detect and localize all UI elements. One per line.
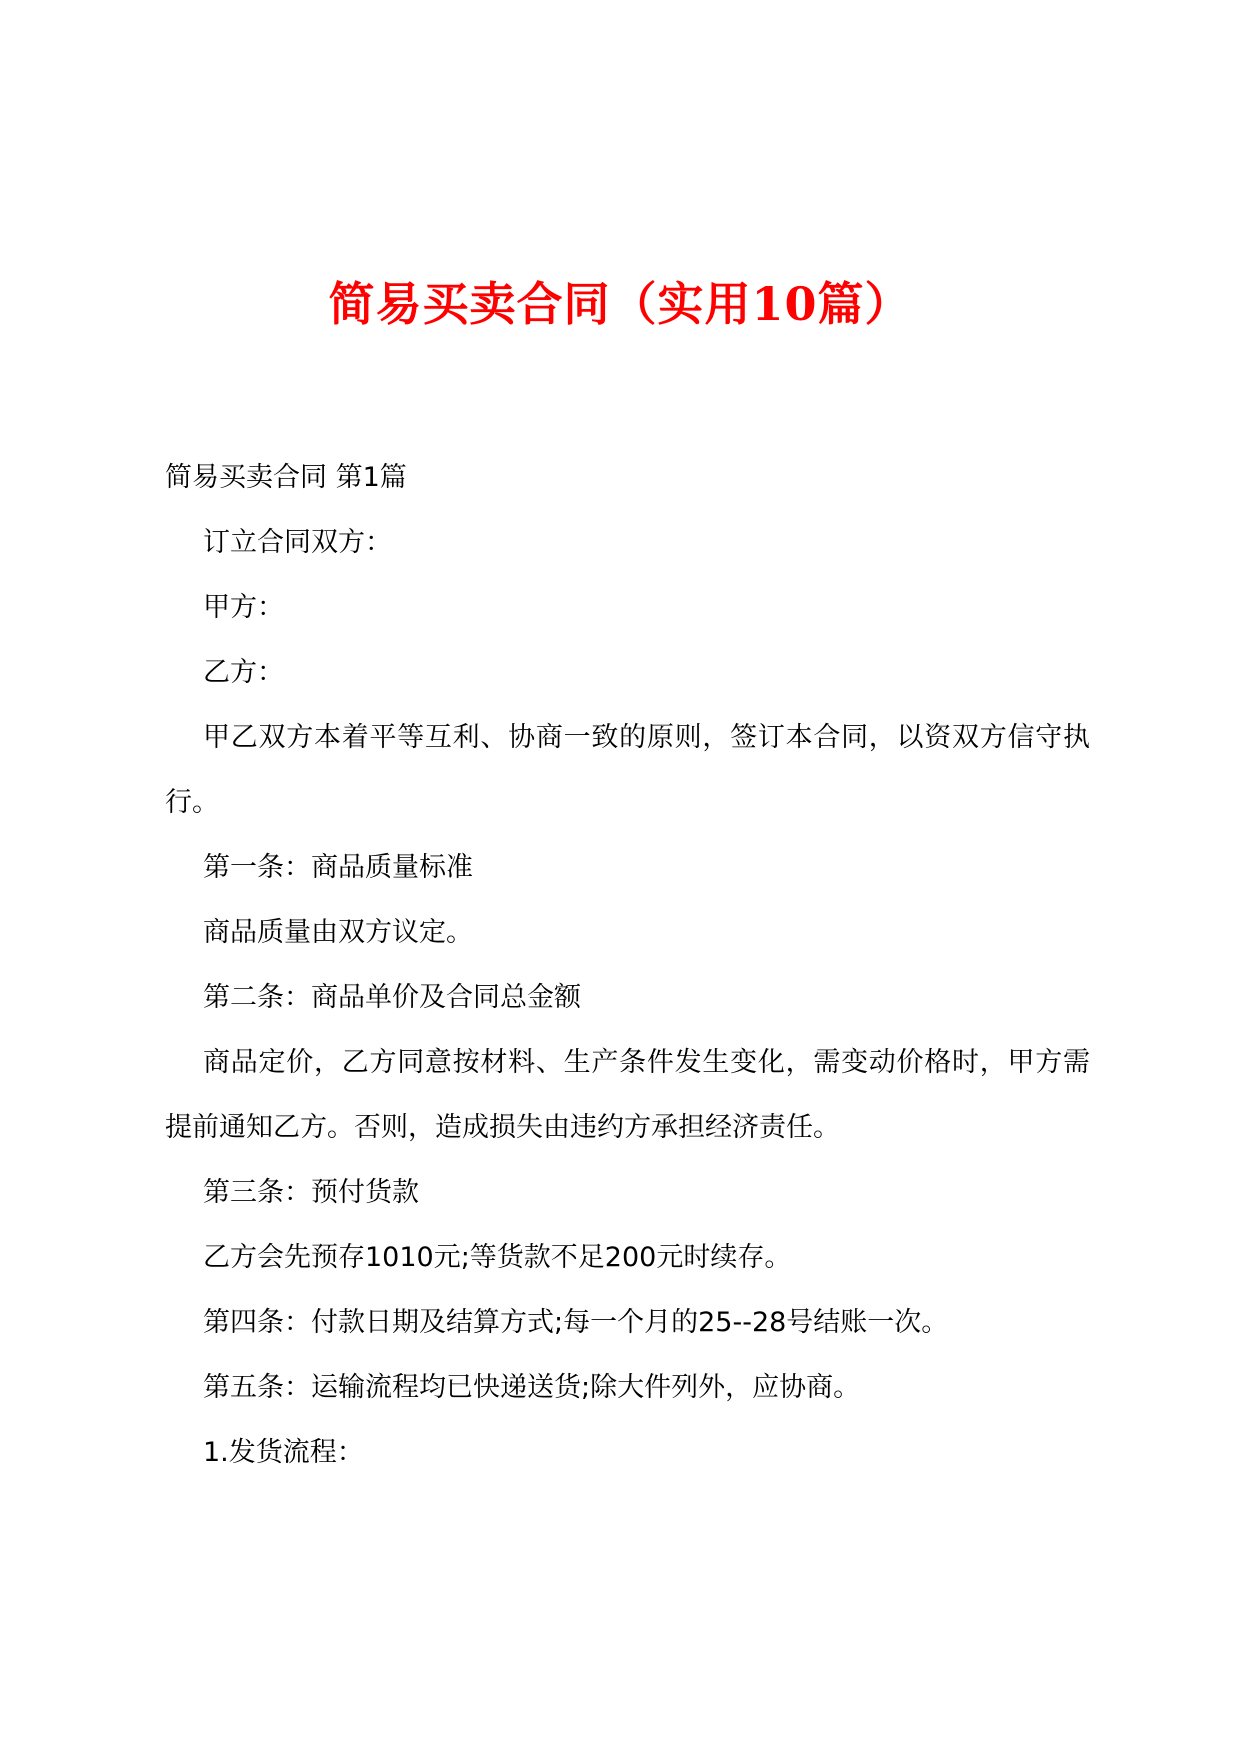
paragraph-party-a: 甲方：: [203, 592, 284, 623]
clause-1-heading: 第一条：商品质量标准: [203, 852, 473, 883]
shipping-process-heading: 1.发货流程：: [203, 1437, 364, 1468]
section-heading: 简易买卖合同 第1篇: [165, 462, 407, 493]
paragraph-parties: 订立合同双方：: [203, 527, 392, 558]
clause-2-heading: 第二条：商品单价及合同总金额: [203, 982, 581, 1013]
clause-3-heading: 第三条：预付货款: [203, 1177, 419, 1208]
paragraph-party-b: 乙方：: [203, 657, 284, 688]
clause-2-body: 商品定价，乙方同意按材料、生产条件发生变化，需变动价格时，甲方需提前通知乙方。否则，造成损失由违约方承担经济责任。: [165, 1047, 1090, 1143]
clause-5: 第五条：运输流程均已快递送货;除大件列外，应协商。: [203, 1372, 861, 1403]
clause-1-body: 商品质量由双方议定。: [203, 917, 473, 948]
document-title: 简易买卖合同（实用10篇）: [328, 277, 912, 331]
paragraph-principle: 甲乙双方本着平等互利、协商一致的原则，签订本合同，以资双方信守执行。: [165, 722, 1090, 818]
document-body: [165, 445, 1090, 1485]
clause-3-body: 乙方会先预存1010元;等货款不足200元时续存。: [203, 1242, 792, 1273]
clause-4: 第四条：付款日期及结算方式;每一个月的25--28号结账一次。: [203, 1307, 949, 1338]
